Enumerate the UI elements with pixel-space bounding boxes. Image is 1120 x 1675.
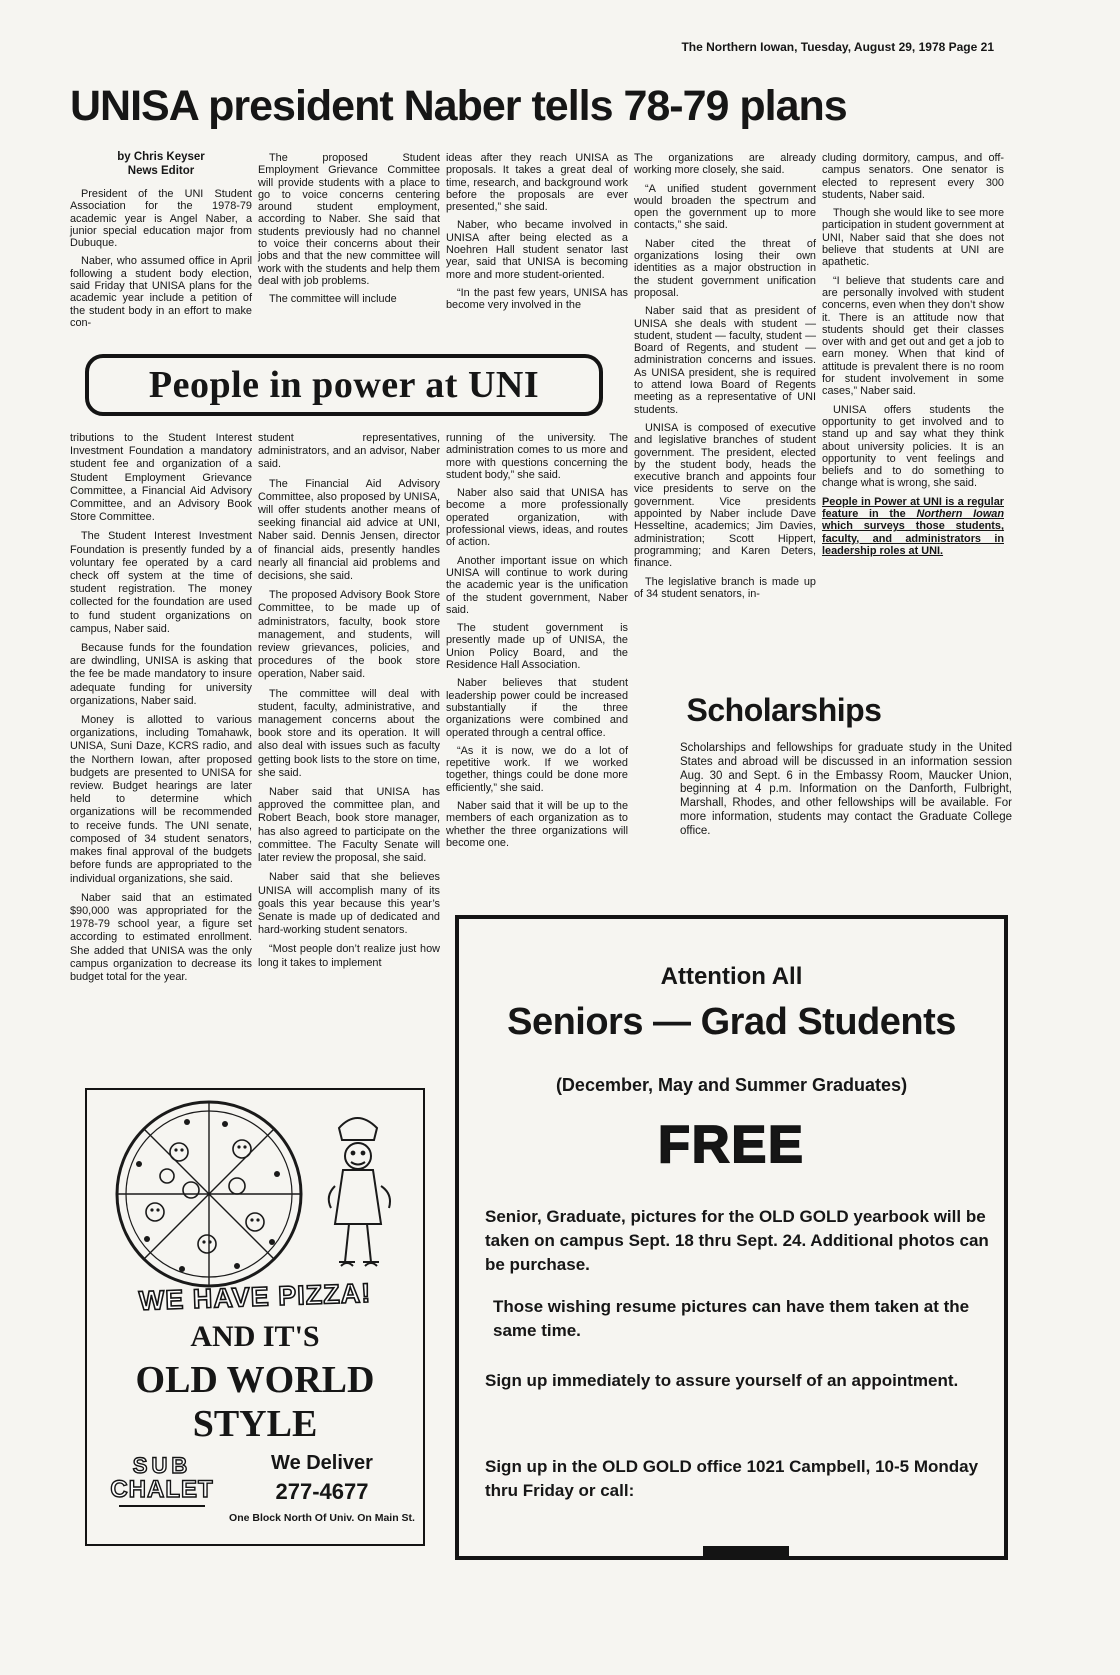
feature-note-italic: Northern Iowan xyxy=(916,508,1004,521)
seniors-grad-ad xyxy=(455,915,1008,1560)
paragraph: cluding dormitory, campus, and off-campus senators. One senator is elected to represent every 300 students, Naber said. xyxy=(822,152,1004,201)
paragraph: The Student Interest Investment Foundation is presently funded by a voluntary fee operated by a card check off system at the time of student registration. The money collected for the foundation are used to fund student organizations on campus, Naber said. xyxy=(70,530,252,635)
byline-author: by Chris Keyser xyxy=(117,151,205,163)
paragraph: Naber also said that UNISA has become a more professionally operated organization, with professional views, ideas, and routes of action. xyxy=(446,487,628,549)
article-col3-top xyxy=(446,152,628,318)
paragraph: student representatives, administrators, and an advisor, Naber said. xyxy=(258,432,440,471)
logo-underline xyxy=(119,1505,205,1507)
feature-note xyxy=(822,496,1004,557)
pizza-slogan-line2: OLD WORLD xyxy=(135,1359,375,1401)
paragraph: Because funds for the foundation are dwindling, UNISA is asking that the fee be made mandatory to insure adequate funding for university organizations, Naber said. xyxy=(70,642,252,707)
paragraph: Another important issue on which UNISA will continue to work during the academic year is the unification of the student government, Naber said. xyxy=(446,554,628,616)
paragraph: tributions to the Student Interest Investment Foundation a mandatory student fee and organization of a Student Employment Grievance Committee, a Financial Aid Advisory Committee, and an Advisory Book Store Committee. xyxy=(70,432,252,524)
ad-attention-line: Attention All xyxy=(660,963,803,990)
ad-free-text: FREE xyxy=(658,1116,805,1174)
paragraph: Money is allotted to various organizations, including Tomahawk, UNISA, Suni Daze, KCRS radio, and the Northern Iowan, after proposed budgets are presented to UNISA for review. Budget hearings are later held to determine which organizations will be recommended to receive funds. The UNI senate, composed of 34 student senators, makes final approval of the budgets before funds are appropriated to the individual organizations, she said. xyxy=(70,714,252,885)
paragraph: The legislative branch is made up of 34 student senators, in- xyxy=(634,575,816,600)
article-col5 xyxy=(822,152,1004,563)
headline: UNISA president Naber tells 78-79 plans xyxy=(70,82,847,130)
article-col2-top xyxy=(258,152,440,312)
paragraph: “Most people don’t realize just how long it takes to implement xyxy=(258,943,440,969)
paragraph: Naber cited the threat of organizations losing their own identities as a major obstruction in the student government unification proposal. xyxy=(634,237,816,299)
paragraph: “In the past few years, UNISA has become very involved in the xyxy=(446,286,628,312)
feature-note-text: People in Power at UNI is a regular feature in the xyxy=(822,495,1004,521)
paragraph: Though she would like to see more participation in student government at UNI, Naber said that she does not believe that students at UNI are apathetic. xyxy=(822,207,1004,269)
paragraph: Naber said that as president of UNISA she deals with student — student, student — faculty, student — Board of Regents, and student — administration concerns and issues. As UNISA president, she is required to attend Iowa Board of Regents meeting as a representative of UNI students. xyxy=(634,305,816,416)
paragraph: running of the university. The administration comes to us more and more with questions concerning the student body,” she said. xyxy=(446,432,628,481)
paragraph: “As it is now, we do a lot of repetitive work. If we worked together, things could be done more efficiently,” she said. xyxy=(446,744,628,794)
paragraph: Naber, who became involved in UNISA after being elected as a Noehren Hall student senator last year, said that UNISA is becoming more and more student-oriented. xyxy=(446,219,628,281)
paragraph: Naber, who assumed office in April following a student body election, said Friday that UNISA plans for the academic year include a petition of the student body in an effort to make con- xyxy=(70,255,252,329)
feature-banner xyxy=(85,354,603,416)
paragraph: Naber said that an estimated $90,000 was appropriated for the 1978-79 school year, a figure set according to estimated enrollment. She added that UNISA was the only campus organization to decrease its budget total for the year. xyxy=(70,891,252,983)
paragraph: Naber said that it will be up to the members of each organization as to whether the three organizations will become one. xyxy=(446,800,628,849)
paragraph: UNISA offers students the opportunity to get involved and to stand up and say what they think about university policies. It is an opportunity to vent feelings and beliefs and to do something to change what is wrong, she said. xyxy=(822,403,1004,490)
article-col2-bottom xyxy=(258,432,440,976)
paragraph: UNISA is composed of executive and legislative branches of student government. The president, elected by the student body, heads the executive branch and appoints four vice presidents to serve on the government. Vice presidents appointed by Naber include Dave Hesseltine, academics; Jim Davies, administration; Scott Hippert, programming; and Karen Deters, finance. xyxy=(634,421,816,570)
feature-note-text: which surveys those students, faculty, and administrators in leadership roles at UNI. xyxy=(822,520,1004,557)
ad-heading: Seniors — Grad Students xyxy=(507,1001,956,1043)
ad-paragraph: Those wishing resume pictures can have them taken at the same time. xyxy=(493,1297,970,1341)
pizza-slogan-line1: AND IT'S xyxy=(190,1320,320,1353)
pizza-banner-text: WE HAVE PIZZA! xyxy=(138,1277,372,1317)
article-col4 xyxy=(634,152,816,606)
address-text: One Block North Of Univ. On Main St. xyxy=(229,1512,415,1524)
ad-paragraph: Senior, Graduate, pictures for the OLD GOLD yearbook will be taken on campus Sept. 18 thru Sept. 24. Additional photos can be purchase. xyxy=(485,1207,989,1275)
paragraph: The proposed Student Employment Grievance Committee will provide students with a place to go to voice concerns centering around student employment, according to Naber. She said that students previously had no channel to voice their concerns about their jobs and that the new committee will work with the students and help them deal with job problems. xyxy=(258,152,440,287)
paragraph: “I believe that students care and are personally involved with student concerns, even when they don’t show it. There is an attitude now that students should get their classes over with and get out and get a job to earn money. When that kind of attitude is prevalent there is no room for student involvement in some cases,” Naber said. xyxy=(822,274,1004,398)
article-col3-bottom xyxy=(446,432,628,855)
paragraph: The proposed Advisory Book Store Committee, to be made up of administrators, faculty, book store management, and students, will review grievances, policies, and procedures of the book store operation, Naber said. xyxy=(258,589,440,681)
paragraph: President of the UNI Student Association for the 1978-79 academic year is Angel Naber, a junior special education major from Dubuque. xyxy=(70,188,252,250)
sub-chalet-logo xyxy=(101,1454,223,1507)
feature-banner-title: People in power at UNI xyxy=(148,364,540,406)
paragraph: The student government is presently made up of UNISA, the Union Policy Board, and the Residence Hall Association. xyxy=(446,622,628,672)
paragraph: Naber believes that student leadership power could be increased substantially if the three organizations were combined and operated through a central office. xyxy=(446,677,628,739)
paragraph: The organizations are already working more closely, she said. xyxy=(634,152,816,177)
paragraph: The committee will include xyxy=(269,293,397,306)
paragraph: ideas after they reach UNISA as proposals. It takes a great deal of time, research, and background work before the proposals are ever presented,” she said. xyxy=(446,152,628,214)
article-col1-bottom xyxy=(70,432,252,990)
scholarships-title: Scholarships xyxy=(686,692,882,728)
pizza-slogan-line3: STYLE xyxy=(192,1403,318,1445)
ad-subheading: (December, May and Summer Graduates) xyxy=(555,1075,908,1095)
byline-role: News Editor xyxy=(127,165,195,177)
we-deliver-text: We Deliver xyxy=(271,1452,373,1474)
ad-paragraph: Sign up immediately to assure yourself of an appointment. xyxy=(485,1371,959,1390)
phone-number: 277-4677 xyxy=(275,1479,369,1504)
article-col1-top xyxy=(70,188,252,335)
pizza-illustration xyxy=(87,1094,423,1294)
ad-paragraph: Sign up in the OLD GOLD office 1021 Campbell, 10-5 Monday thru Friday or call: xyxy=(485,1457,979,1501)
pizza-topping-faces xyxy=(146,1140,264,1253)
paragraph: The Financial Aid Advisory Committee, also proposed by UNISA, will offer students another means of seeking financial aid advice at UNI, Naber said. Dennis Jensen, director of financial aids, presently handles nearly all financial aid problems and decisions, she said. xyxy=(258,477,440,583)
paragraph: The committee will deal with student, faculty, administrative, and management concerns about the book store and its operation. It will also deal with issues such as faculty getting book lists to the store on time, she said. xyxy=(258,687,440,779)
pizza-ad xyxy=(85,1088,425,1546)
paragraph: “A unified student government would broaden the spectrum and open the government up to more contacts,” she said. xyxy=(634,182,816,232)
scholarships-body: Scholarships and fellowships for graduate study in the United States and abroad will be discussed in an information session Aug. 30 and Sept. 6 in the Embassy Room, Maucker Union, beginning at 4 p.m. Information on the Danforth, Fulbright, Marshall, Rhodes, and other fellowships will be available. For more information, students may contact the Graduate College office. xyxy=(680,742,1012,837)
byline xyxy=(70,150,252,178)
ad-bottom-bar xyxy=(703,1546,789,1560)
paragraph: Naber said that UNISA has approved the committee plan, and Robert Beach, book store manager, has also agreed to participate on the committee. The Faculty Senate will later review the proposal, she said. xyxy=(258,786,440,865)
chef-icon xyxy=(329,1118,390,1266)
masthead: The Northern Iowan, Tuesday, August 29, 1978 Page 21 xyxy=(681,40,994,54)
logo-line2: CHALET xyxy=(110,1476,214,1504)
pizza-contact xyxy=(225,1452,419,1524)
paragraph: Naber said that she believes UNISA will accomplish many of its goals this year because this year’s Senate is made up of dedicated and hard-working student senators. xyxy=(258,871,440,937)
logo-line1: SUB xyxy=(132,1453,192,1478)
